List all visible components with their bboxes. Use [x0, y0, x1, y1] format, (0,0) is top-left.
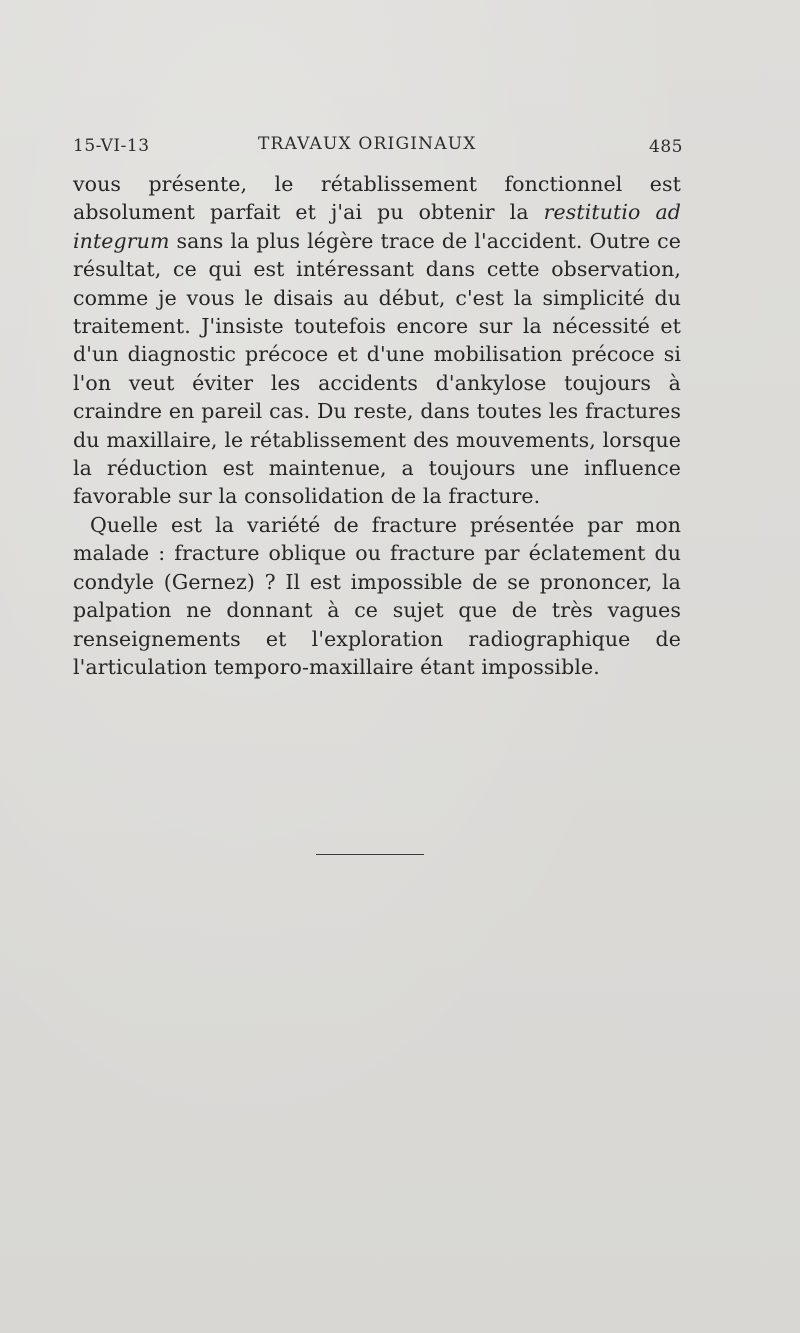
header-section-title: TRAVAUX ORIGINAUX [258, 134, 477, 154]
header-date: 15-VI-13 [73, 136, 150, 156]
paragraph-1-text-a: vous présente, le rétablissement fonctionnel est absolument parfait et j'ai pu obtenir la [73, 172, 681, 225]
paragraph-1 [73, 170, 681, 511]
end-rule [316, 854, 424, 855]
paragraph-1-text-b: sans la plus légère trace de l'accident. Outre ce résultat, ce qui est intéressant dans cette observation, comme je vous le disais au début, c'est la simplicité du traitement. J'insiste toutefois encore sur la nécessité et d'un diagnostic précoce et d'une mobilisation précoce si l'on veut éviter les accidents d'ankylose toujours à craindre en pareil cas. Du reste, dans toutes les fractures du maxillaire, le rétablissement des mouvements, lorsque la réduction est maintenue, a toujours une influence favorable sur la consolidation de la fracture. [73, 228, 681, 509]
body-text [73, 170, 681, 681]
running-head [73, 134, 683, 164]
page-number: 485 [649, 137, 683, 157]
latin-phrase: restitutio ad integrum [73, 200, 681, 253]
paragraph-2: Quelle est la variété de fracture présentée par mon malade : fracture oblique ou fracture par éclatement du condyle (Gernez) ? Il est impossible de se prononcer, la palpation ne donnant à ce sujet que de très vagues renseignements et l'exploration radiographique de l'articulation temporo-maxillaire étant impossible. [73, 512, 681, 679]
